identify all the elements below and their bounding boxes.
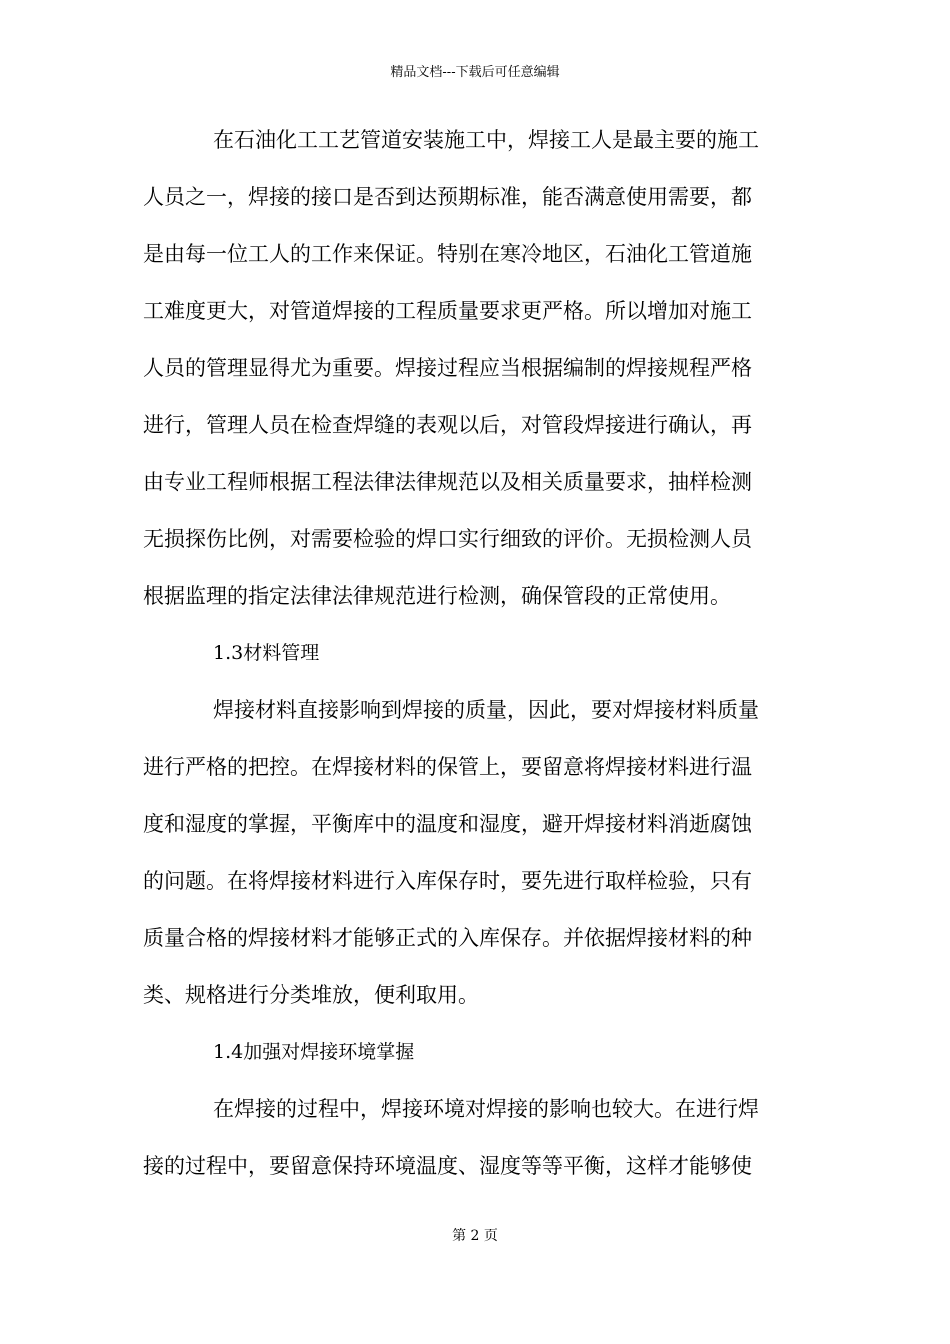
paragraph-line: 在焊接的过程中，焊接环境对焊接的影响也较大。在进行焊 <box>213 1097 759 1121</box>
paragraph-line: 的问题。在将焊接材料进行入库保存时，要先进行取样检验，只有 <box>143 869 752 893</box>
page-header: 精品文档---下载后可任意编辑 <box>390 65 560 80</box>
paragraph-line: 度和湿度的掌握，平衡库中的温度和湿度，避开焊接材料消逝腐蚀 <box>143 812 752 836</box>
paragraph-line: 接的过程中，要留意保持环境温度、湿度等等平衡，这样才能够使 <box>143 1154 752 1178</box>
section-heading-1-4: 1.4加强对焊接环境掌握 <box>213 1041 415 1063</box>
section-heading-1-3: 1.3材料管理 <box>213 642 320 664</box>
paragraph-line: 在石油化工工艺管道安装施工中，焊接工人是最主要的施工 <box>213 128 759 152</box>
page-number: 第 2 页 <box>452 1228 498 1244</box>
paragraph-line: 无损探伤比例，对需要检验的焊口实行细致的评价。无损检测人员 <box>143 527 752 551</box>
paragraph-line: 根据监理的指定法律法律规范进行检测，确保管段的正常使用。 <box>143 584 731 608</box>
paragraph-line: 人员之一，焊接的接口是否到达预期标准，能否满意使用需要，都 <box>143 185 752 209</box>
paragraph-line: 由专业工程师根据工程法律法律规范以及相关质量要求，抽样检测 <box>143 470 752 494</box>
document-body <box>143 126 811 1209</box>
paragraph-line: 进行严格的把控。在焊接材料的保管上，要留意将焊接材料进行温 <box>143 755 752 779</box>
paragraph-line: 类、规格进行分类堆放，便利取用。 <box>143 983 479 1007</box>
paragraph-line: 进行，管理人员在检查焊缝的表观以后，对管段焊接进行确认，再 <box>143 413 752 437</box>
paragraph-line: 是由每一位工人的工作来保证。特别在寒冷地区，石油化工管道施 <box>143 242 752 266</box>
paragraph-line: 人员的管理显得尤为重要。焊接过程应当根据编制的焊接规程严格 <box>143 356 752 380</box>
paragraph-line: 质量合格的焊接材料才能够正式的入库保存。并依据焊接材料的种 <box>143 926 752 950</box>
paragraph-line: 焊接材料直接影响到焊接的质量，因此，要对焊接材料质量 <box>213 698 759 722</box>
paragraph-line: 工难度更大，对管道焊接的工程质量要求更严格。所以增加对施工 <box>143 299 752 323</box>
